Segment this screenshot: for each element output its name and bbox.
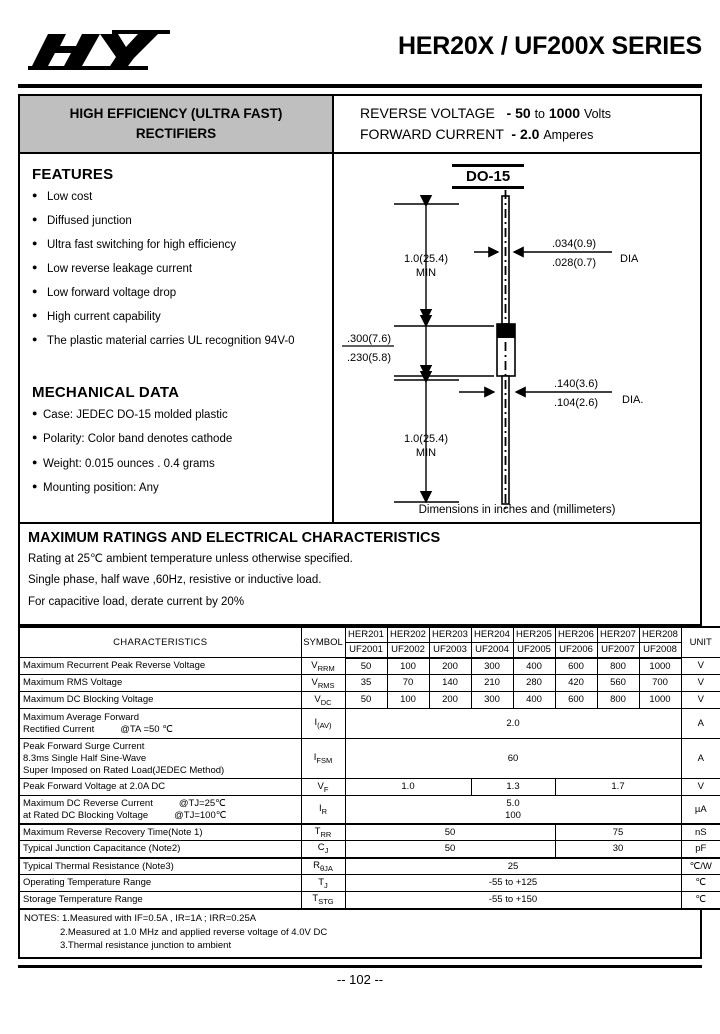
reverse-voltage-min: 50 <box>515 105 531 121</box>
max-ratings-title: MAXIMUM RATINGS AND ELECTRICAL CHARACTERISTICS <box>28 530 441 546</box>
row-description <box>19 796 301 824</box>
row-unit: ℃ <box>681 875 720 892</box>
ratings-note-3: For capacitive load, derate current by 20% <box>28 595 245 608</box>
page-header <box>18 22 702 84</box>
row-description-line1: Maximum Average Forward <box>23 712 139 723</box>
dim-body-len-min: .230(5.8) <box>346 352 391 364</box>
package-drawing <box>334 154 700 522</box>
product-type-line1: HIGH EFFICIENCY (ULTRA FAST) <box>69 106 283 122</box>
row-symbol: $T_J$ <box>301 875 345 892</box>
reverse-voltage-dash: - <box>506 105 512 121</box>
row-value: 70 <box>387 675 429 692</box>
do15-outline-drawing <box>334 154 700 518</box>
row-symbol: $V_F$ <box>301 779 345 796</box>
forward-current-value: 2.0 <box>519 126 540 142</box>
datasheet-page <box>0 22 720 1034</box>
row-description-line2: 8.3ms Single Half Sine-Wave <box>23 752 147 764</box>
row-value: 50 <box>345 692 387 709</box>
row-value: 400 <box>513 692 555 709</box>
row-description: Maximum Recurrent Peak Reverse Voltage <box>19 658 301 675</box>
reverse-voltage-max: 1000 <box>548 105 581 121</box>
row-value-span: 2.0 <box>345 709 681 739</box>
forward-current-label: FORWARD CURRENT <box>360 126 504 142</box>
mechanical-data-list <box>32 408 332 497</box>
row-description-line2: Rectified Current @TA =50 ℃ <box>23 723 173 735</box>
part-number-cell: UF2001 <box>345 643 387 658</box>
row-value: 600 <box>555 692 597 709</box>
list-item: ● Polarity: Color band denotes cathode <box>32 432 332 448</box>
row-value-span: -55 to +150 <box>345 892 681 909</box>
part-number-cell: UF2006 <box>555 643 597 658</box>
ratings-note-1: Rating at 25℃ ambient temperature unless otherwise specified. <box>28 553 353 565</box>
forward-current-line <box>360 124 700 145</box>
row-value-group: 1.3 <box>471 779 555 796</box>
table-row <box>19 824 720 841</box>
table-header-row-1 <box>19 627 720 642</box>
row-unit: µA <box>681 796 720 824</box>
col-symbol: SYMBOL <box>301 627 345 658</box>
row-description-line2: at Rated DC Blocking Voltage @TJ=100℃ <box>23 809 227 821</box>
row-description-line1: Maximum DC Reverse Current @TJ=25℃ <box>23 797 226 809</box>
row-description: Maximum DC Blocking Voltage <box>19 692 301 709</box>
forward-current-dash: - <box>511 126 517 142</box>
row-value: 200 <box>429 658 471 675</box>
dim-body-dia-label: DIA. <box>622 394 644 406</box>
row-description: Maximum Reverse Recovery Time(Note 1) <box>19 824 301 841</box>
row-condition-2: @TJ=100℃ <box>174 809 227 821</box>
list-item: ● Low forward voltage drop <box>32 286 332 302</box>
list-item: ● High current capability <box>32 310 332 326</box>
row-value: 560 <box>597 675 639 692</box>
table-row <box>19 858 720 875</box>
specifications-table <box>18 626 720 910</box>
reverse-voltage-line <box>360 103 700 124</box>
table-row <box>19 675 720 692</box>
dim-lead-length-top: 1.0(25.4) <box>403 253 449 265</box>
features-column <box>20 154 334 522</box>
row-value: 280 <box>513 675 555 692</box>
dim-lead-length-bot: 1.0(25.4) <box>403 433 449 445</box>
row-symbol: $V_{DC}$ <box>301 692 345 709</box>
note-2: 2.Measured at 1.0 MHz and applied reverse voltage of 4.0V DC <box>60 926 328 938</box>
row-unit: ℃/W <box>681 858 720 875</box>
key-ratings-cell <box>334 96 700 152</box>
features-list <box>32 190 332 350</box>
reverse-voltage-to: to <box>534 107 545 121</box>
col-characteristics: CHARACTERISTICS <box>19 627 301 658</box>
row-unit: ℃ <box>681 892 720 909</box>
list-item: ● Case: JEDEC DO-15 molded plastic <box>32 408 332 424</box>
part-number-cell: HER205 <box>513 627 555 642</box>
table-row <box>19 779 720 796</box>
part-number-cell: HER201 <box>345 627 387 642</box>
row-value: 140 <box>429 675 471 692</box>
row-value-group: 75 <box>555 824 681 841</box>
row-value: 50 <box>345 658 387 675</box>
row-symbol: $R_{\theta JA}$ <box>301 858 345 875</box>
part-number-cell: HER203 <box>429 627 471 642</box>
part-number-cell: HER207 <box>597 627 639 642</box>
row-description-line3: Super Imposed on Rated Load(JEDEC Method) <box>23 764 225 776</box>
row-value: 1000 <box>639 658 681 675</box>
notes-block <box>18 910 702 959</box>
row-value-group: 30 <box>555 841 681 858</box>
row-description: Storage Temperature Range <box>19 892 301 909</box>
list-item: ● Ultra fast switching for high efficiency <box>32 238 332 254</box>
row-value: 300 <box>471 692 513 709</box>
list-item: ● Mounting position: Any <box>32 481 332 497</box>
row-value-span: 60 <box>345 739 681 779</box>
row-value: 210 <box>471 675 513 692</box>
row-description-line1: Peak Forward Surge Current <box>23 741 145 753</box>
list-item: ● The plastic material carries UL recognition 94V-0 <box>32 334 332 350</box>
row-value: 700 <box>639 675 681 692</box>
row-symbol: $I_R$ <box>301 796 345 824</box>
list-item: ● Diffused junction <box>32 214 332 230</box>
row-unit: V <box>681 779 720 796</box>
dim-lead-dia-min: .028(0.7) <box>551 257 597 269</box>
row-value: 800 <box>597 658 639 675</box>
table-row <box>19 796 720 824</box>
mechanical-data-block <box>32 384 332 497</box>
table-row <box>19 841 720 858</box>
hy-logo-icon <box>26 26 176 74</box>
note-3: 3.Thermal resistance junction to ambient <box>60 940 232 952</box>
table-row <box>19 892 720 909</box>
row-symbol: $I_{FSM}$ <box>301 739 345 779</box>
table-row <box>19 875 720 892</box>
dimension-note: Dimensions in inches and (millimeters) <box>418 504 616 516</box>
dim-lead-length-bot-qual: MIN <box>415 447 437 459</box>
row-value-line1: 5.0 <box>506 797 520 809</box>
dim-body-dia-max: .140(3.6) <box>553 378 599 390</box>
row-value: 300 <box>471 658 513 675</box>
row-value: 100 <box>387 692 429 709</box>
part-number-cell: UF2008 <box>639 643 681 658</box>
max-ratings-block <box>18 524 702 626</box>
row-value-group: 1.0 <box>345 779 471 796</box>
page-title: HER20X / UF200X SERIES <box>397 32 702 60</box>
table-row <box>19 692 720 709</box>
row-value: 600 <box>555 658 597 675</box>
row-value-span <box>345 796 681 824</box>
dim-lead-length-top-qual: MIN <box>415 267 437 279</box>
part-number-cell: HER202 <box>387 627 429 642</box>
row-value: 420 <box>555 675 597 692</box>
page-number: -- 102 -- <box>336 972 384 988</box>
package-drawing-column <box>334 154 700 522</box>
part-number-cell: UF2007 <box>597 643 639 658</box>
row-condition-1: @TJ=25℃ <box>178 797 226 809</box>
dim-body-dia-min: .104(2.6) <box>553 397 599 409</box>
row-unit: A <box>681 709 720 739</box>
row-value-span: -55 to +125 <box>345 875 681 892</box>
row-value: 1000 <box>639 692 681 709</box>
row-description <box>19 739 301 779</box>
product-type-line2: RECTIFIERS <box>135 126 217 141</box>
note-1: NOTES: 1.Measured with IF=0.5A , IR=1A ; IRR=0.25A <box>24 912 257 924</box>
product-type-cell <box>20 96 334 152</box>
row-unit: A <box>681 739 720 779</box>
row-value-line2: 100 <box>505 809 521 821</box>
part-number-cell: HER208 <box>639 627 681 642</box>
list-item: ● Low reverse leakage current <box>32 262 332 278</box>
row-value-span: 25 <box>345 858 681 875</box>
dim-body-len-max: .300(7.6) <box>346 333 391 345</box>
row-value-group: 50 <box>345 824 555 841</box>
features-title: FEATURES <box>32 166 114 183</box>
part-number-cell: UF2002 <box>387 643 429 658</box>
row-symbol: $T_{RR}$ <box>301 824 345 841</box>
row-unit: nS <box>681 824 720 841</box>
forward-current-unit: Amperes <box>543 128 594 142</box>
title-band <box>18 94 702 154</box>
row-value-group: 50 <box>345 841 555 858</box>
header-divider <box>18 84 702 88</box>
part-number-cell: UF2003 <box>429 643 471 658</box>
list-item: ● Low cost <box>32 190 332 206</box>
row-value-group: 1.7 <box>555 779 681 796</box>
row-value: 100 <box>387 658 429 675</box>
dim-lead-dia-max: .034(0.9) <box>551 238 597 250</box>
part-number-cell: UF2005 <box>513 643 555 658</box>
row-value: 200 <box>429 692 471 709</box>
table-row <box>19 739 720 779</box>
package-name-label: DO-15 <box>452 164 524 189</box>
row-unit: pF <box>681 841 720 858</box>
ratings-note-2: Single phase, half wave ,60Hz, resistive or inductive load. <box>28 574 322 587</box>
dim-lead-dia-label: DIA <box>620 253 639 265</box>
row-unit: V <box>681 692 720 709</box>
table-row <box>19 658 720 675</box>
row-description <box>19 709 301 739</box>
row-condition: @TA =50 ℃ <box>120 723 173 735</box>
row-symbol: $T_{STG}$ <box>301 892 345 909</box>
row-symbol: $I_{(AV)}$ <box>301 709 345 739</box>
col-unit: UNIT <box>681 627 720 658</box>
reverse-voltage-unit: Volts <box>583 107 612 121</box>
part-number-cell: UF2004 <box>471 643 513 658</box>
row-symbol: $V_{RMS}$ <box>301 675 345 692</box>
list-item: ● Weight: 0.015 ounces . 0.4 grams <box>32 457 332 473</box>
row-symbol: $V_{RRM}$ <box>301 658 345 675</box>
table-row <box>19 709 720 739</box>
part-number-cell: HER204 <box>471 627 513 642</box>
row-unit: V <box>681 658 720 675</box>
part-number-cell: HER206 <box>555 627 597 642</box>
row-value: 800 <box>597 692 639 709</box>
row-description: Operating Temperature Range <box>19 875 301 892</box>
row-description: Peak Forward Voltage at 2.0A DC <box>19 779 301 796</box>
mechanical-data-title: MECHANICAL DATA <box>32 383 180 401</box>
row-description: Typical Thermal Resistance (Note3) <box>19 858 301 875</box>
row-symbol: $C_J$ <box>301 841 345 858</box>
row-description: Typical Junction Capacitance (Note2) <box>19 841 301 858</box>
row-value: 35 <box>345 675 387 692</box>
row-description: Maximum RMS Voltage <box>19 675 301 692</box>
features-and-package-section <box>18 154 702 524</box>
row-unit: V <box>681 675 720 692</box>
page-footer <box>18 965 702 989</box>
reverse-voltage-label: REVERSE VOLTAGE <box>360 105 495 121</box>
row-value: 400 <box>513 658 555 675</box>
